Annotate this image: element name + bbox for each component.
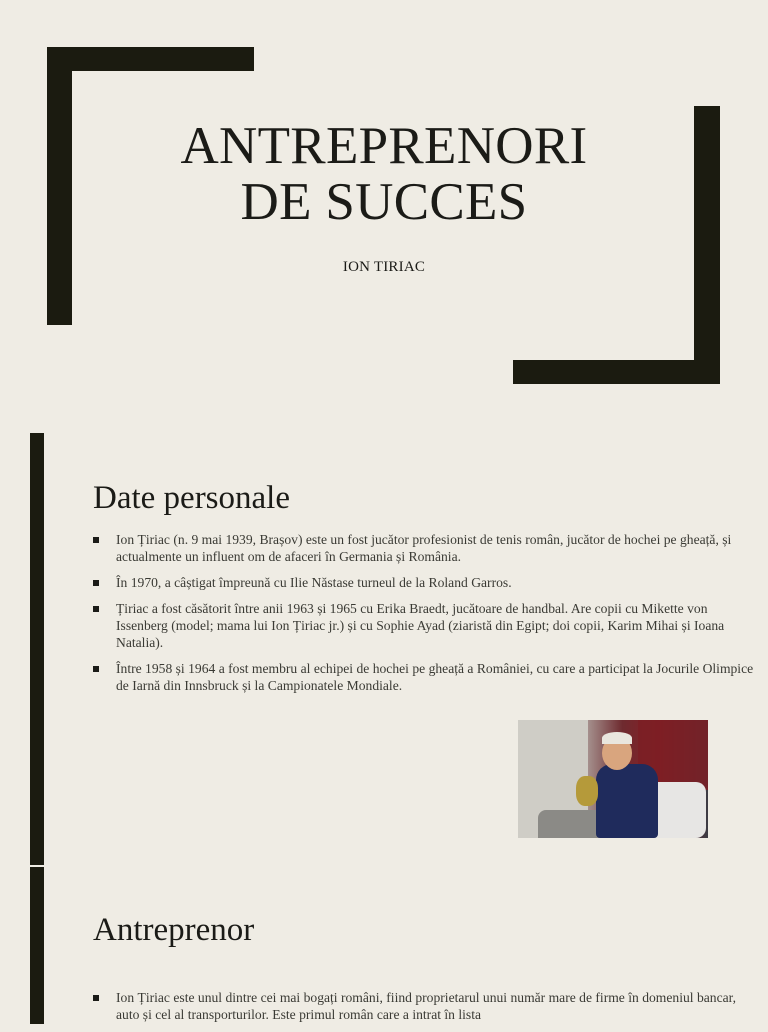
bullet-text: Între 1958 și 1964 a fost membru al echipei de hochei pe gheață a României, cu care a participat la Jocurile Olimpice de Iarnă din Innsbruck și la Campionatele Mondiale. [116,661,754,693]
frame-corner-bottom-right-horizontal [513,360,720,384]
frame-corner-top-left-horizontal [47,47,254,71]
title-line-2: DE SUCCES [240,173,528,231]
bullet-text: Ion Țiriac (n. 9 mai 1939, Brașov) este un fost jucător profesionist de tenis român, jucător de hochei pe gheață, și actualmente un influent om de afaceri în Germania și România. [116,532,732,564]
square-bullet-icon [93,537,99,543]
portrait-photo [518,720,708,838]
bullet-text: În 1970, a câștigat împreună cu Ilie Năstase turneul de la Roland Garros. [116,575,512,590]
square-bullet-icon [93,666,99,672]
bullet-list-date-personale [93,531,758,703]
title-line-1: ANTREPRENORI [180,117,588,175]
bullet-list-antreprenor [93,989,758,1032]
slide-title [0,118,768,230]
slide-subtitle: ION TIRIAC [342,259,426,275]
square-bullet-icon [93,580,99,586]
section-heading-date-personale: Date personale [93,480,290,516]
list-item [93,574,758,591]
list-item [93,600,758,651]
section-heading-antreprenor: Antreprenor [93,912,255,948]
list-item [93,660,758,694]
square-bullet-icon [93,995,99,1001]
slide-accent-rule [30,433,44,865]
bullet-text: Ion Țiriac este unul dintre cei mai bogați români, fiind proprietarul unui număr mare de firme în domeniul bancar, auto și cel al transporturilor. Este primul român care a intrat în lista [116,990,737,1022]
bullet-text: Țiriac a fost căsătorit între anii 1963 și 1965 cu Erika Braedt, jucătoare de handbal. Are copii cu Mikette von Issenberg (model; mama lui Ion Țiriac jr.) și cu Sophie Ayad (ziaristă din Egipt; doi copii, Karim Mihai și Ioana Natalia). [116,601,725,650]
square-bullet-icon [93,606,99,612]
slide-accent-rule [30,867,44,1024]
list-item [93,531,758,565]
list-item [93,989,758,1023]
